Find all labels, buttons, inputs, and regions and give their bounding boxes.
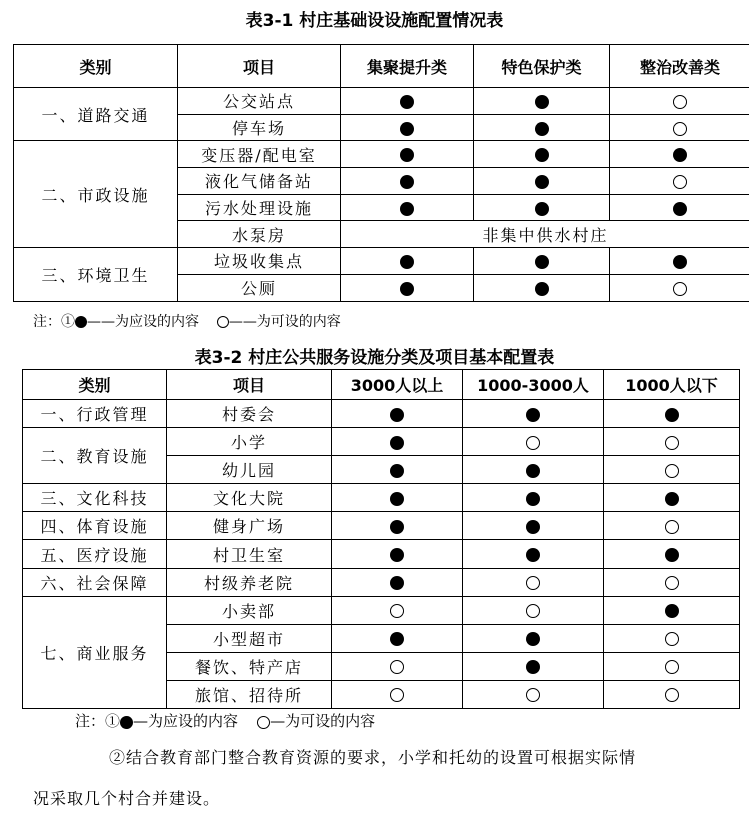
filled-circle-icon	[400, 122, 414, 136]
mark-cell	[341, 114, 474, 141]
mark-cell	[604, 568, 740, 596]
hollow-circle-icon	[526, 688, 540, 702]
filled-circle-icon	[535, 122, 549, 136]
table2-header-row	[23, 370, 740, 400]
category-cell: 一、道路交通	[14, 88, 178, 141]
table2-paragraph-line1: ②结合教育部门整合教育资源的要求，小学和托幼的设置可根据实际情	[109, 748, 637, 767]
filled-circle-icon	[75, 316, 87, 328]
item-cell: 幼儿园	[167, 456, 332, 484]
category-cell: 三、环境卫生	[14, 248, 178, 301]
item-cell: 餐饮、特产店	[167, 652, 332, 680]
filled-circle-icon	[535, 148, 549, 162]
hollow-circle-icon	[526, 576, 540, 590]
hollow-circle-icon	[673, 122, 687, 136]
filled-circle-icon	[390, 464, 404, 478]
table2-header-col1: 3000人以上	[332, 370, 463, 400]
item-cell: 健身广场	[167, 512, 332, 540]
mark-cell	[604, 484, 740, 512]
table1-header-row	[14, 45, 749, 88]
table1-note-filled-label: ——为应设的内容	[87, 314, 199, 330]
filled-circle-icon	[390, 520, 404, 534]
item-cell: 水泵房	[178, 221, 341, 248]
mark-cell	[341, 194, 474, 221]
table-row	[23, 540, 740, 568]
mark-cell	[332, 680, 463, 708]
filled-circle-icon	[526, 660, 540, 674]
hollow-circle-icon	[665, 576, 679, 590]
mark-cell	[604, 428, 740, 456]
filled-circle-icon	[526, 632, 540, 646]
hollow-circle-icon	[526, 436, 540, 450]
filled-circle-icon	[390, 548, 404, 562]
table1-title: 表3-1 村庄基础设设施配置情况表	[245, 11, 504, 31]
table1-note-hollow-label: ——为可设的内容	[228, 314, 341, 330]
mark-cell	[332, 652, 463, 680]
hollow-circle-icon	[665, 436, 679, 450]
mark-cell	[332, 456, 463, 484]
hollow-circle-icon	[665, 464, 679, 478]
item-cell: 小卖部	[167, 596, 332, 624]
hollow-circle-icon	[673, 282, 687, 296]
filled-circle-icon	[673, 148, 687, 162]
mark-cell	[610, 141, 749, 168]
table-row	[23, 596, 740, 624]
category-cell: 二、市政设施	[14, 141, 178, 248]
table1	[13, 44, 749, 302]
filled-circle-icon	[665, 548, 679, 562]
filled-circle-icon	[400, 148, 414, 162]
mark-cell	[463, 456, 604, 484]
filled-circle-icon	[535, 202, 549, 216]
mark-cell	[610, 248, 749, 275]
mark-cell	[341, 88, 474, 115]
filled-circle-icon	[665, 408, 679, 422]
mark-cell	[474, 194, 610, 221]
table1-note	[33, 311, 341, 331]
hollow-circle-icon	[390, 660, 404, 674]
hollow-circle-icon	[390, 604, 404, 618]
filled-circle-icon	[400, 255, 414, 269]
mark-cell	[332, 400, 463, 428]
item-cell: 停车场	[178, 114, 341, 141]
filled-circle-icon	[673, 255, 687, 269]
item-cell: 公交站点	[178, 88, 341, 115]
filled-circle-icon	[526, 492, 540, 506]
mark-cell	[463, 428, 604, 456]
hollow-circle-icon	[257, 716, 270, 729]
table-row	[14, 248, 749, 275]
mark-cell	[604, 624, 740, 652]
mark-cell	[332, 428, 463, 456]
hollow-circle-icon	[665, 660, 679, 674]
table1-header-category: 类别	[14, 45, 178, 88]
mark-cell	[332, 512, 463, 540]
table2-note-hollow-label: —为可设的内容	[270, 712, 376, 730]
item-cell: 垃圾收集点	[178, 248, 341, 275]
item-cell: 污水处理设施	[178, 194, 341, 221]
table1-header-col3: 整治改善类	[610, 45, 749, 88]
table2-header-item: 项目	[167, 370, 332, 400]
filled-circle-icon	[665, 604, 679, 618]
mark-cell	[341, 168, 474, 195]
mark-cell	[604, 512, 740, 540]
mark-cell	[463, 596, 604, 624]
table-row	[23, 484, 740, 512]
table-row	[23, 400, 740, 428]
filled-circle-icon	[400, 282, 414, 296]
mark-cell	[341, 141, 474, 168]
table2-note-filled-label: —为应设的内容	[133, 712, 239, 730]
hollow-circle-icon	[673, 95, 687, 109]
item-cell: 液化气储备站	[178, 168, 341, 195]
filled-circle-icon	[400, 175, 414, 189]
table1-header-col2: 特色保护类	[474, 45, 610, 88]
hollow-circle-icon	[665, 632, 679, 646]
mark-cell	[474, 168, 610, 195]
mark-cell	[463, 484, 604, 512]
mark-cell	[332, 484, 463, 512]
mark-cell	[332, 624, 463, 652]
mark-cell	[604, 652, 740, 680]
item-cell: 变压器/配电室	[178, 141, 341, 168]
mark-cell	[463, 624, 604, 652]
mark-cell	[610, 194, 749, 221]
category-cell: 七、商业服务	[23, 596, 167, 708]
filled-circle-icon	[526, 548, 540, 562]
item-cell: 村委会	[167, 400, 332, 428]
category-cell: 一、行政管理	[23, 400, 167, 428]
category-cell: 五、医疗设施	[23, 540, 167, 568]
mark-cell	[474, 248, 610, 275]
mark-cell	[604, 680, 740, 708]
mark-cell	[474, 274, 610, 301]
item-cell: 小型超市	[167, 624, 332, 652]
table-row	[23, 568, 740, 596]
filled-circle-icon	[673, 202, 687, 216]
table2-note-prefix: 注：①	[75, 712, 121, 730]
mark-cell	[332, 568, 463, 596]
category-cell: 三、文化科技	[23, 484, 167, 512]
filled-circle-icon	[390, 436, 404, 450]
item-cell: 小学	[167, 428, 332, 456]
table-row	[14, 141, 749, 168]
table-row	[23, 512, 740, 540]
category-cell: 六、社会保障	[23, 568, 167, 596]
item-cell: 村卫生室	[167, 540, 332, 568]
table1-header-item: 项目	[178, 45, 341, 88]
mark-cell	[332, 596, 463, 624]
hollow-circle-icon	[217, 316, 229, 328]
mark-cell	[463, 512, 604, 540]
hollow-circle-icon	[665, 520, 679, 534]
filled-circle-icon	[400, 202, 414, 216]
category-cell: 四、体育设施	[23, 512, 167, 540]
filled-circle-icon	[535, 175, 549, 189]
table1-note-prefix: 注：①	[33, 314, 75, 330]
item-cell: 村级养老院	[167, 568, 332, 596]
filled-circle-icon	[390, 492, 404, 506]
table2-note	[75, 710, 375, 731]
mark-cell	[332, 540, 463, 568]
mark-cell	[604, 400, 740, 428]
hollow-circle-icon	[390, 688, 404, 702]
table-row	[23, 428, 740, 456]
hollow-circle-icon	[665, 688, 679, 702]
mark-cell	[610, 114, 749, 141]
table2-header-col3: 1000人以下	[604, 370, 740, 400]
span-note-cell: 非集中供水村庄	[341, 221, 749, 248]
table2-header-category: 类别	[23, 370, 167, 400]
filled-circle-icon	[526, 520, 540, 534]
item-cell: 旅馆、招待所	[167, 680, 332, 708]
category-cell: 二、教育设施	[23, 428, 167, 484]
mark-cell	[463, 400, 604, 428]
mark-cell	[610, 168, 749, 195]
filled-circle-icon	[526, 408, 540, 422]
table2	[22, 369, 740, 709]
filled-circle-icon	[526, 464, 540, 478]
mark-cell	[463, 652, 604, 680]
item-cell: 文化大院	[167, 484, 332, 512]
filled-circle-icon	[535, 95, 549, 109]
table2-title: 表3-2 村庄公共服务设施分类及项目基本配置表	[194, 348, 555, 368]
filled-circle-icon	[390, 408, 404, 422]
mark-cell	[604, 456, 740, 484]
filled-circle-icon	[120, 716, 133, 729]
filled-circle-icon	[400, 95, 414, 109]
mark-cell	[463, 568, 604, 596]
table-row	[14, 88, 749, 115]
filled-circle-icon	[535, 255, 549, 269]
mark-cell	[474, 141, 610, 168]
mark-cell	[463, 540, 604, 568]
table2-paragraph-line2: 况采取几个村合并建设。	[33, 789, 221, 808]
hollow-circle-icon	[526, 604, 540, 618]
filled-circle-icon	[535, 282, 549, 296]
mark-cell	[610, 274, 749, 301]
mark-cell	[341, 248, 474, 275]
mark-cell	[604, 596, 740, 624]
mark-cell	[463, 680, 604, 708]
mark-cell	[474, 88, 610, 115]
table1-header-col1: 集聚提升类	[341, 45, 474, 88]
table2-header-col2: 1000-3000人	[463, 370, 604, 400]
mark-cell	[341, 274, 474, 301]
filled-circle-icon	[390, 576, 404, 590]
hollow-circle-icon	[673, 175, 687, 189]
mark-cell	[474, 114, 610, 141]
item-cell: 公厕	[178, 274, 341, 301]
mark-cell	[610, 88, 749, 115]
filled-circle-icon	[390, 632, 404, 646]
mark-cell	[604, 540, 740, 568]
filled-circle-icon	[665, 492, 679, 506]
